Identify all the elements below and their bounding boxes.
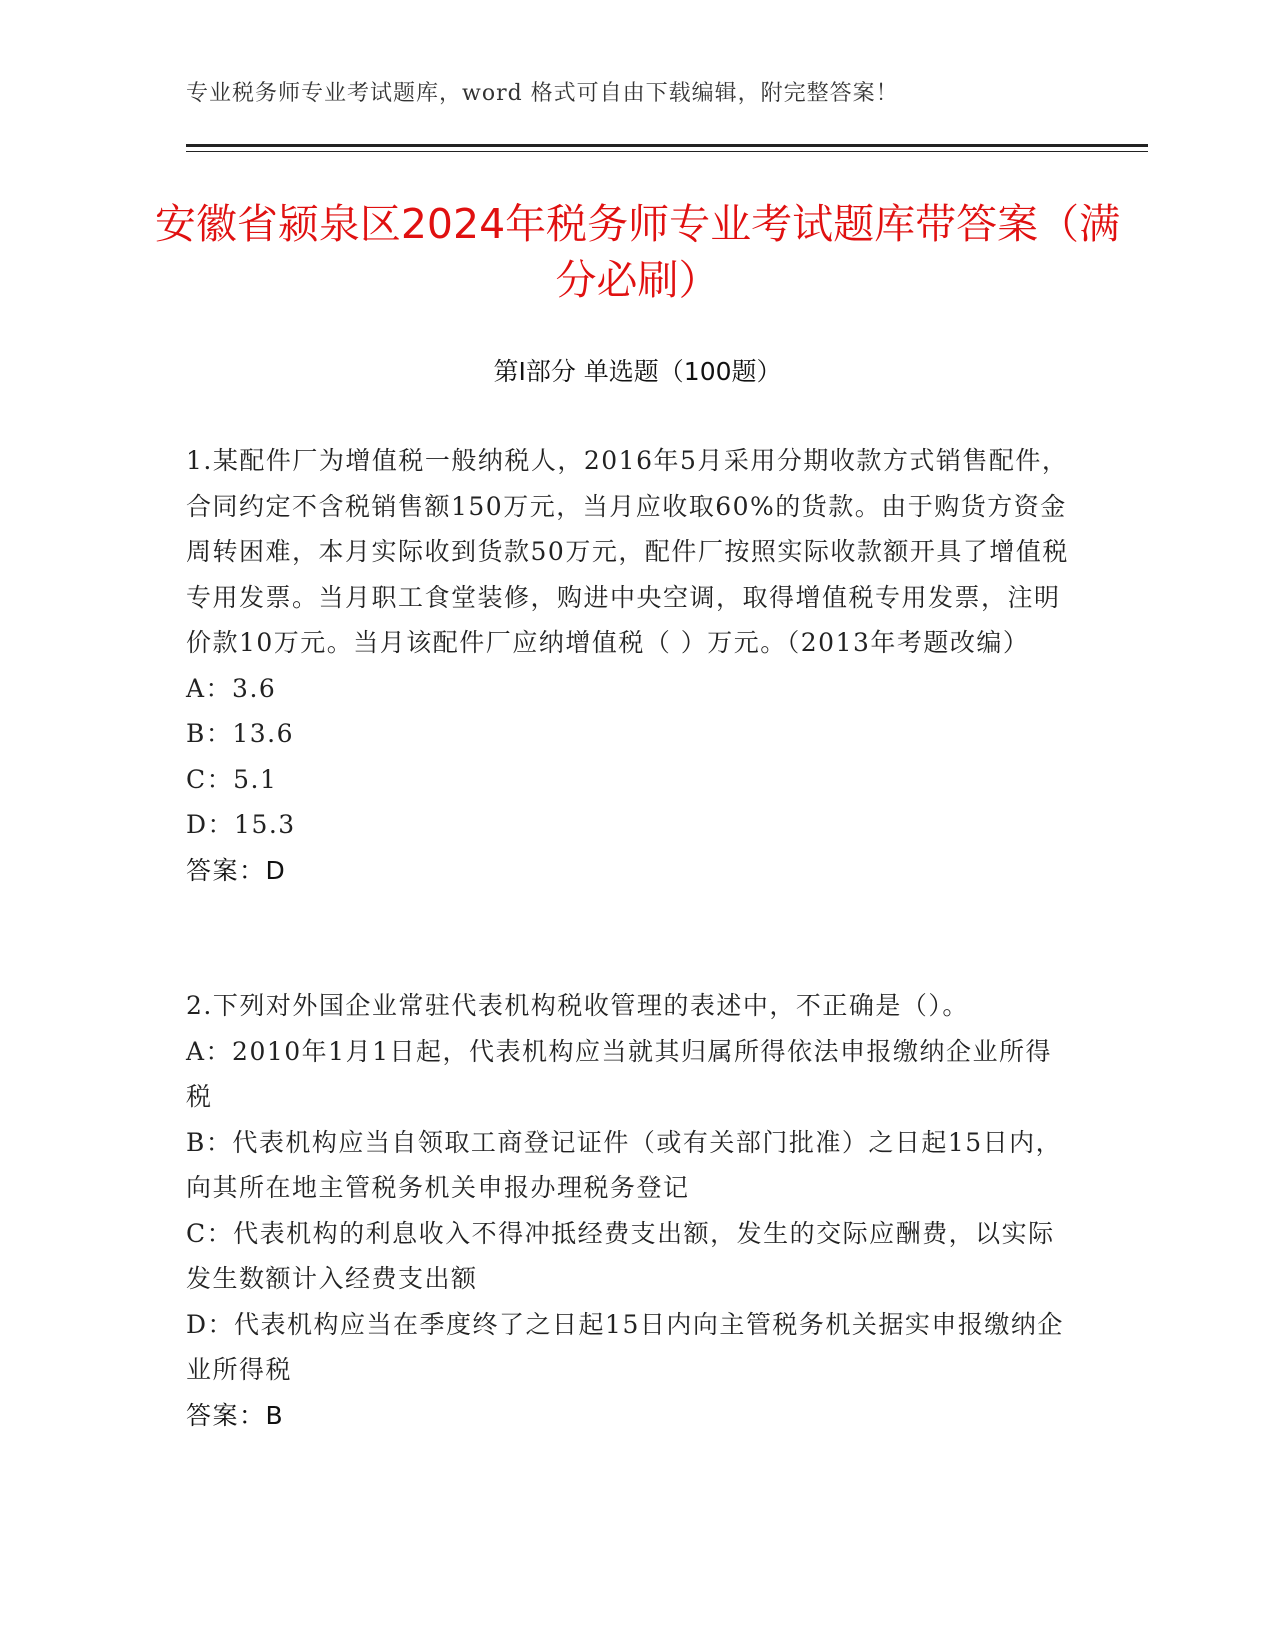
option-c: C：5.1 [186, 764, 278, 794]
header-rule-thick [186, 144, 1148, 147]
question-2 [186, 983, 1076, 1438]
question-1 [186, 438, 1076, 893]
option-c: C：代表机构的利息收入不得冲抵经费支出额，发生的交际应酬费，以实际发生数额计入经费支出额 [186, 1218, 1055, 1293]
option-d: D：15.3 [186, 810, 296, 839]
header-note: 专业税务师专业考试题库，word 格式可自由下载编辑，附完整答案！ [186, 81, 899, 106]
document-title: 安徽省颍泉区2024年税务师专业考试题库带答案（满分必刷） [154, 200, 1121, 304]
option-b: B：代表机构应当自领取工商登记证件（或有关部门批准）之日起15日内，向其所在地主管税务机关申报办理税务登记 [186, 1127, 1063, 1202]
option-b: B：13.6 [186, 719, 295, 748]
header-rule-thin [186, 151, 1148, 152]
answer: 答案：D [186, 855, 287, 885]
option-a: A：2010年1月1日起，代表机构应当就其归属所得依法申报缴纳企业所得税 [186, 1036, 1052, 1111]
answer: 答案：B [186, 1400, 285, 1430]
option-a: A：3.6 [186, 673, 277, 703]
section-heading: 第Ⅰ部分 单选题（100题） [493, 357, 782, 386]
question-stem: 1.某配件厂为增值税一般纳税人，2016年5月采用分期收款方式销售配件，合同约定不含税销售额150万元，当月应收取60%的货款。由于购货方资金周转困难，本月实际收到货款50万元，配件厂按照实际收款额开具了增值税专用发票。当月职工食堂装修，购进中央空调，取得增值税专用发票，注明价款10万元。当月该配件厂应纳增值税（ ）万元。（2013年考题改编） [186, 446, 1069, 657]
option-d: D：代表机构应当在季度终了之日起15日内向主管税务机关据实申报缴纳企业所得税 [186, 1309, 1064, 1384]
question-stem: 2.下列对外国企业常驻代表机构税收管理的表述中，不正确是（）。 [186, 991, 969, 1020]
